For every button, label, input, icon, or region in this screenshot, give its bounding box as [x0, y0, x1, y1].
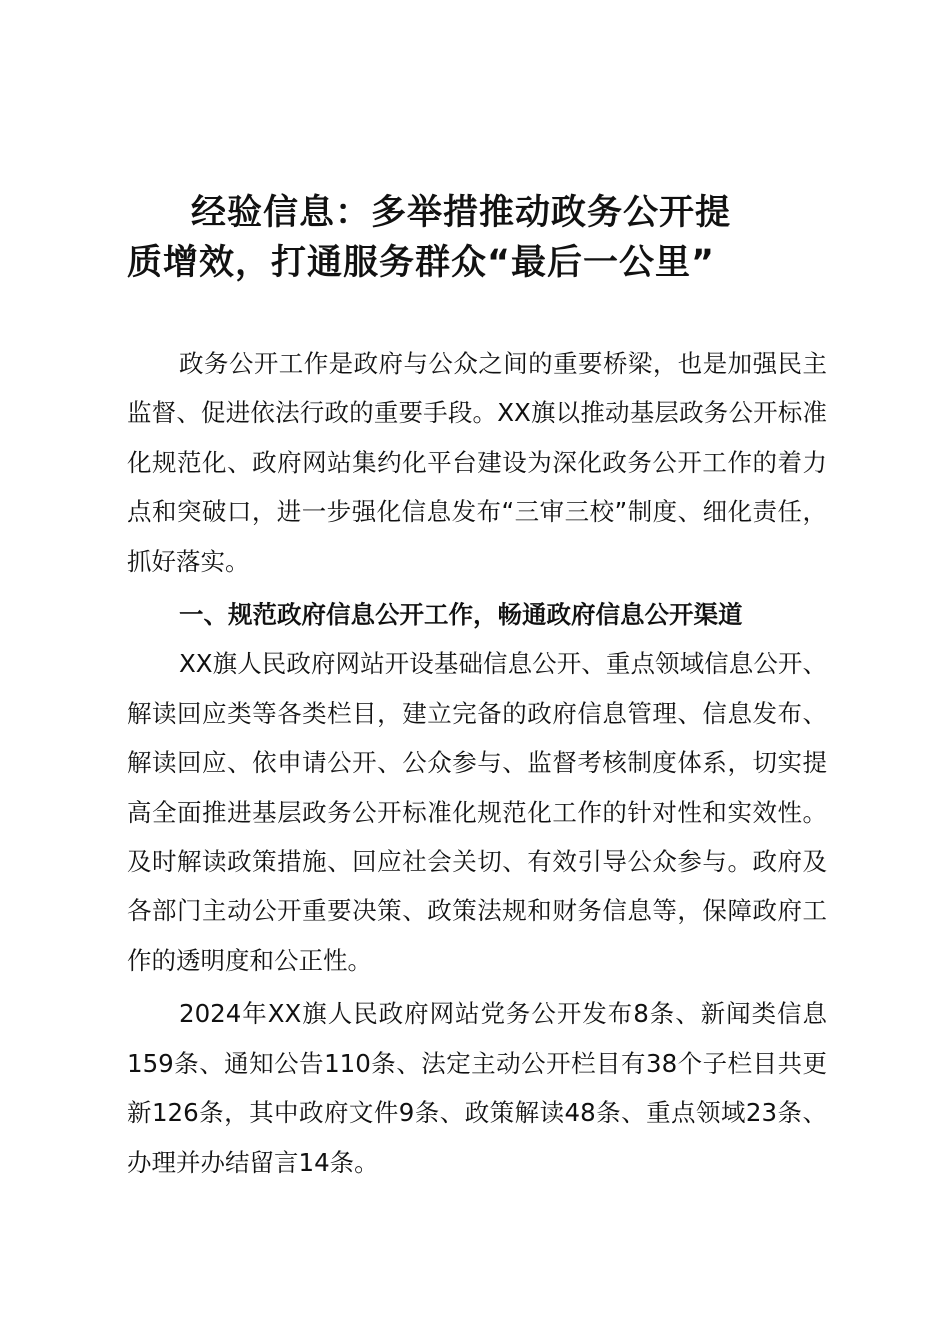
section-heading: 一、规范政府信息公开工作，畅通政府信息公开渠道: [179, 600, 743, 630]
statistics-paragraph: 2024年XX旗人民政府网站党务公开发布8条、新闻类信息159条、通知公告110条、法定主动公开栏目有38个子栏目共更新126条，其中政府文件9条、政策解读48条、重点领域23条、办理并办结留言14条。: [127, 999, 827, 1177]
title-line-2: 质增效，打通服务群众“最后一公里”: [127, 243, 716, 283]
document-title: [127, 188, 827, 288]
section-paragraph: XX旗人民政府网站开设基础信息公开、重点领域信息公开、解读回应类等各类栏目，建立完备的政府信息管理、信息发布、解读回应、依申请公开、公众参与、监督考核制度体系，切实提高全面推进基层政务公开标准化规范化工作的针对性和实效性。及时解读政策措施、回应社会关切、有效引导公众参与。政府及各部门主动公开重要决策、政策法规和财务信息等，保障政府工作的透明度和公正性。: [127, 649, 827, 975]
title-line-1: 经验信息：多举措推动政务公开提: [191, 193, 732, 233]
intro-paragraph: 政务公开工作是政府与公众之间的重要桥梁，也是加强民主监督、促进依法行政的重要手段。XX旗以推动基层政务公开标准化规范化、政府网站集约化平台建设为深化政务公开工作的着力点和突破口，进一步强化信息发布“三审三校”制度、细化责任，抓好落实。: [127, 349, 827, 576]
document-body: [127, 339, 827, 1187]
